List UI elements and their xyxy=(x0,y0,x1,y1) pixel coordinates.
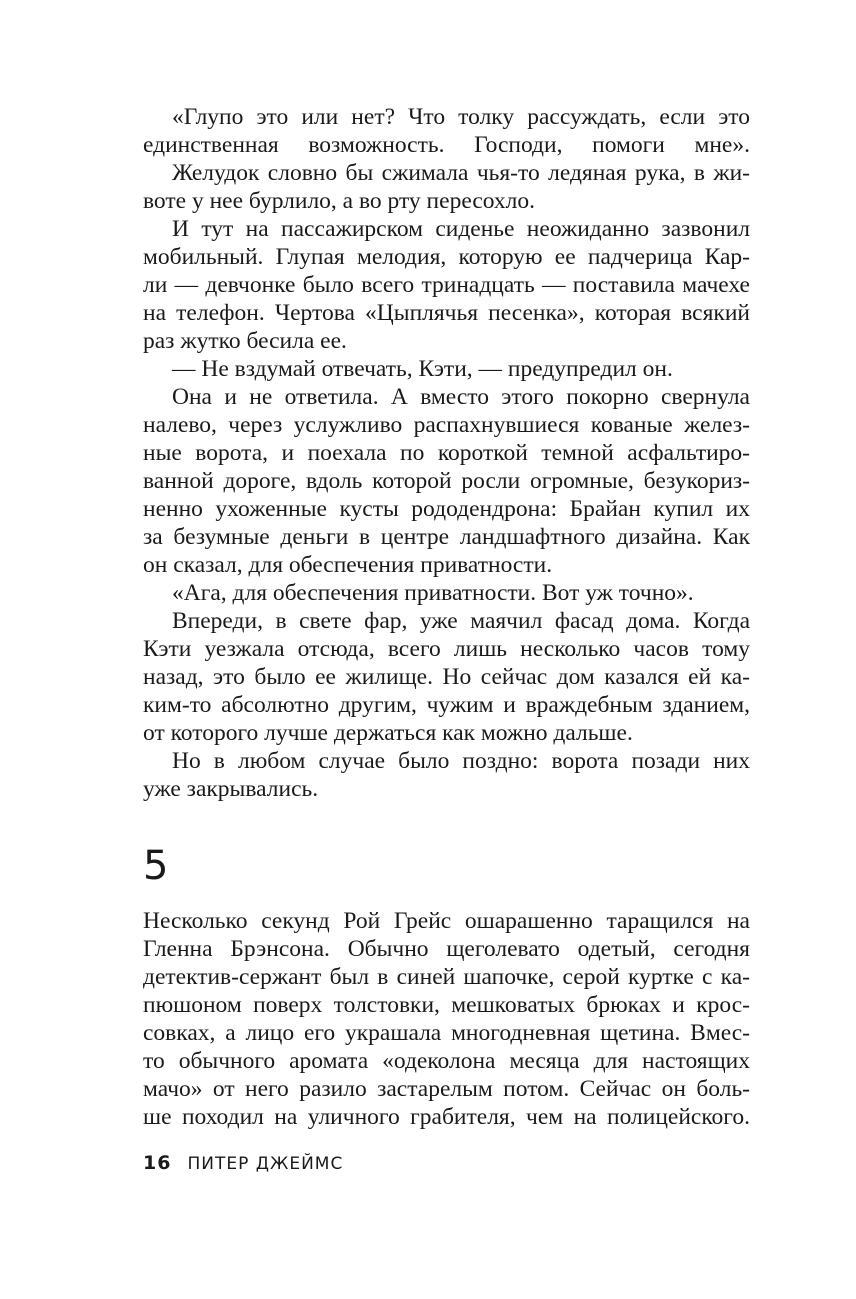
text-line: раз жутко бесила ее. xyxy=(143,328,347,354)
text-line: на телефон. Чертова «Цыплячья песенка», которая всякий xyxy=(143,300,750,326)
text-line: ли — девчонке было всего тринадцать — поставила мачехе xyxy=(143,272,750,298)
text-line: уже закрывались. xyxy=(143,776,319,802)
text-line: Впереди, в свете фар, уже маячил фасад дома. Когда xyxy=(172,608,750,634)
text-line: «Глупо это или нет? Что толку рассуждать, если это xyxy=(172,104,750,130)
text-line: Несколько секунд Рой Грейс ошарашенно таращился на xyxy=(143,908,750,934)
text-line: ные ворота, и поехала по короткой темной асфальтиро- xyxy=(143,440,750,466)
text-line: ше походил на уличного грабителя, чем на полицейского. xyxy=(143,1104,750,1130)
text-line: — Не вздумай отвечать, Кэти, — предупредил он. xyxy=(172,356,673,382)
author-name: ПИТЕР ДЖЕЙМС xyxy=(187,1154,344,1174)
text-line: Но в любом случае было поздно: ворота позади них xyxy=(172,748,750,774)
text-line: ким-то абсолютно другим, чужим и враждебным зданием, xyxy=(143,692,750,718)
text-line: совках, а лицо его украшала многодневная щетина. Вмес- xyxy=(143,1020,750,1046)
text-line: Кэти уезжала отсюда, всего лишь несколько часов тому xyxy=(143,636,750,662)
chapter-number: 5 xyxy=(143,843,169,889)
text-line: Гленна Брэнсона. Обычно щеголевато одетый, сегодня xyxy=(143,936,750,962)
text-line: пюшоном поверх толстовки, мешковатых брюках и крос- xyxy=(143,992,750,1018)
text-line: Желудок словно бы сжимала чья-то ледяная рука, в жи- xyxy=(172,160,750,186)
text-line: И тут на пассажирском сиденье неожиданно зазвонил xyxy=(172,216,750,242)
text-line: мачо» от него разило застарелым потом. Сейчас он боль- xyxy=(143,1076,750,1102)
text-line: он сказал, для обеспечения приватности. xyxy=(143,552,553,578)
text-line: налево, через услужливо распахнувшиеся кованые желез- xyxy=(143,412,750,438)
text-line: единственная возможность. Господи, помоги мне». xyxy=(143,132,750,158)
text-line: мобильный. Глупая мелодия, которую ее падчерица Кар- xyxy=(143,244,750,270)
text-line: ненно ухоженные кусты рододендрона: Брайан купил их xyxy=(143,496,750,522)
page-footer xyxy=(143,1152,343,1174)
text-line: воте у нее бурлило, а во рту пересохло. xyxy=(143,188,536,214)
text-line: «Ага, для обеспечения приватности. Вот уж точно». xyxy=(172,580,694,606)
text-line: Она и не ответила. А вместо этого покорно свернула xyxy=(172,384,750,410)
text-line: за безумные деньги в центре ландшафтного дизайна. Как xyxy=(143,524,750,550)
text-line: детектив-сержант был в синей шапочке, серой куртке с ка- xyxy=(143,964,750,990)
text-line: от которого лучше держаться как можно дальше. xyxy=(143,720,633,746)
page-number: 16 xyxy=(143,1152,172,1174)
text-line: ванной дороге, вдоль которой росли огромные, безукориз- xyxy=(143,468,750,494)
text-line: назад, это было ее жилище. Но сейчас дом казался ей ка- xyxy=(143,664,750,690)
text-line: то обычного аромата «одеколона месяца для настоящих xyxy=(143,1048,750,1074)
